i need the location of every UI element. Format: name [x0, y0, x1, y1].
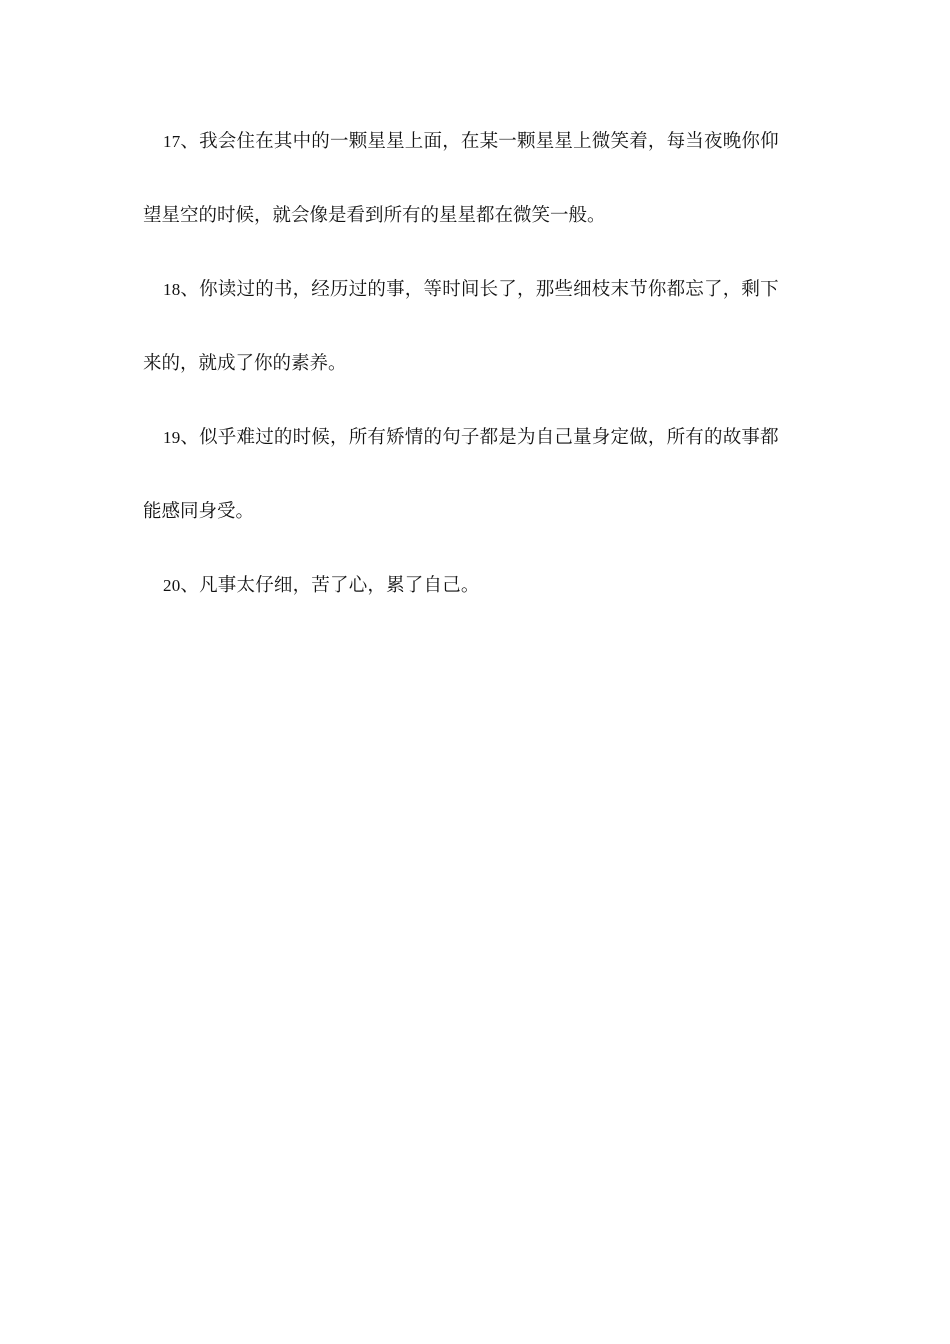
paragraph-line [143, 278, 803, 302]
item-number: 17 [163, 132, 181, 151]
paragraph-line: 能感同身受。 [143, 501, 255, 522]
paragraph-line [143, 574, 803, 598]
item-number: 20 [163, 576, 181, 595]
item-number: 18 [163, 280, 181, 299]
item-text: 凡事太仔细，苦了心，累了自己。 [199, 575, 480, 596]
document-body [143, 130, 803, 598]
item-text: 你读过的书，经历过的事，等时间长了，那些细枝末节你都忘了，剩下 [199, 279, 779, 300]
paragraph-line [143, 426, 803, 450]
list-item [143, 426, 803, 524]
list-item [143, 574, 803, 598]
item-text: 似乎难过的时候，所有矫情的句子都是为自己量身定做，所有的故事都 [199, 427, 779, 448]
paragraph-line: 来的，就成了你的素养。 [143, 353, 347, 374]
paragraph-line: 望星空的时候，就会像是看到所有的星星都在微笑一般。 [143, 205, 606, 226]
item-separator: 、 [180, 427, 200, 448]
list-item [143, 278, 803, 376]
list-item [143, 130, 803, 228]
item-separator: 、 [180, 575, 200, 596]
item-number: 19 [163, 428, 181, 447]
item-separator: 、 [180, 131, 200, 152]
paragraph-line [143, 130, 803, 154]
item-separator: 、 [180, 279, 200, 300]
item-text: 我会住在其中的一颗星星上面，在某一颗星星上微笑着，每当夜晚你仰 [199, 131, 779, 152]
